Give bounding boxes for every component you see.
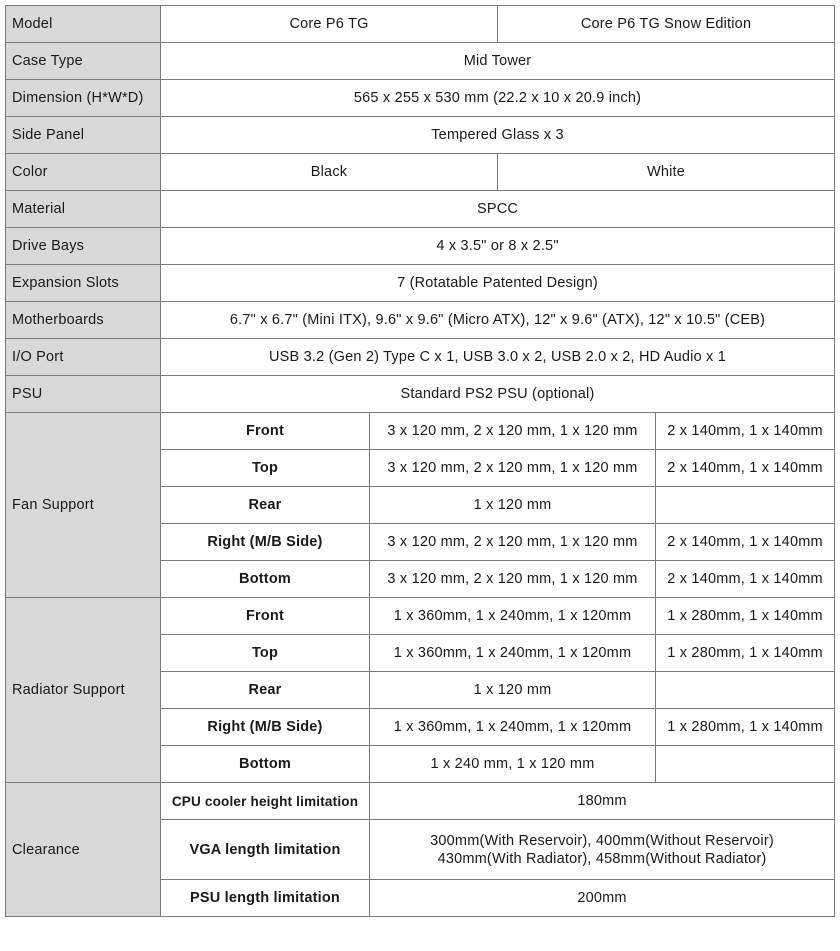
drive-bays-value: 4 x 3.5" or 8 x 2.5" <box>161 228 835 265</box>
label-io-port: I/O Port <box>6 339 161 376</box>
model-value-2: Core P6 TG Snow Edition <box>498 6 835 43</box>
rad-bottom-b <box>656 746 835 783</box>
rad-top-b: 1 x 280mm, 1 x 140mm <box>656 635 835 672</box>
label-expansion-slots: Expansion Slots <box>6 265 161 302</box>
clear-psu-value: 200mm <box>370 880 835 917</box>
fan-front-120: 3 x 120 mm, 2 x 120 mm, 1 x 120 mm <box>370 413 656 450</box>
clear-cpu-label: CPU cooler height limitation <box>161 783 370 820</box>
label-radiator-support: Radiator Support <box>6 598 161 783</box>
rad-right-b: 1 x 280mm, 1 x 140mm <box>656 709 835 746</box>
color-value-2: White <box>498 154 835 191</box>
fan-front-140: 2 x 140mm, 1 x 140mm <box>656 413 835 450</box>
row-material <box>6 191 835 228</box>
label-color: Color <box>6 154 161 191</box>
row-side-panel <box>6 117 835 154</box>
rad-rear-label: Rear <box>161 672 370 709</box>
case-type-value: Mid Tower <box>161 43 835 80</box>
label-fan-support: Fan Support <box>6 413 161 598</box>
clear-cpu-value: 180mm <box>370 783 835 820</box>
fan-rear-label: Rear <box>161 487 370 524</box>
fan-bottom-label: Bottom <box>161 561 370 598</box>
color-value-1: Black <box>161 154 498 191</box>
row-rad-front <box>6 598 835 635</box>
psu-value: Standard PS2 PSU (optional) <box>161 376 835 413</box>
fan-right-120: 3 x 120 mm, 2 x 120 mm, 1 x 120 mm <box>370 524 656 561</box>
rad-rear-a: 1 x 120 mm <box>370 672 656 709</box>
fan-bottom-120: 3 x 120 mm, 2 x 120 mm, 1 x 120 mm <box>370 561 656 598</box>
label-drive-bays: Drive Bays <box>6 228 161 265</box>
fan-top-140: 2 x 140mm, 1 x 140mm <box>656 450 835 487</box>
clear-psu-label: PSU length limitation <box>161 880 370 917</box>
row-dimension <box>6 80 835 117</box>
spec-table <box>5 5 835 917</box>
fan-front-label: Front <box>161 413 370 450</box>
rad-right-label: Right (M/B Side) <box>161 709 370 746</box>
rad-top-a: 1 x 360mm, 1 x 240mm, 1 x 120mm <box>370 635 656 672</box>
fan-right-label: Right (M/B Side) <box>161 524 370 561</box>
motherboards-value: 6.7" x 6.7" (Mini ITX), 9.6" x 9.6" (Micro ATX), 12" x 9.6" (ATX), 12" x 10.5" (CEB) <box>161 302 835 339</box>
row-io-port <box>6 339 835 376</box>
fan-right-140: 2 x 140mm, 1 x 140mm <box>656 524 835 561</box>
row-motherboards <box>6 302 835 339</box>
rad-rear-b <box>656 672 835 709</box>
label-side-panel: Side Panel <box>6 117 161 154</box>
label-case-type: Case Type <box>6 43 161 80</box>
io-port-value: USB 3.2 (Gen 2) Type C x 1, USB 3.0 x 2, USB 2.0 x 2, HD Audio x 1 <box>161 339 835 376</box>
rad-top-label: Top <box>161 635 370 672</box>
rad-bottom-label: Bottom <box>161 746 370 783</box>
dimension-value: 565 x 255 x 530 mm (22.2 x 10 x 20.9 inch) <box>161 80 835 117</box>
fan-rear-120: 1 x 120 mm <box>370 487 656 524</box>
label-model: Model <box>6 6 161 43</box>
row-psu <box>6 376 835 413</box>
clear-vga-line2: 430mm(With Radiator), 458mm(Without Radiator) <box>437 850 767 867</box>
row-case-type <box>6 43 835 80</box>
rad-front-label: Front <box>161 598 370 635</box>
fan-top-label: Top <box>161 450 370 487</box>
fan-top-120: 3 x 120 mm, 2 x 120 mm, 1 x 120 mm <box>370 450 656 487</box>
rad-bottom-a: 1 x 240 mm, 1 x 120 mm <box>370 746 656 783</box>
material-value: SPCC <box>161 191 835 228</box>
row-model <box>6 6 835 43</box>
label-clearance: Clearance <box>6 783 161 917</box>
fan-bottom-140: 2 x 140mm, 1 x 140mm <box>656 561 835 598</box>
model-value-1: Core P6 TG <box>161 6 498 43</box>
fan-rear-140 <box>656 487 835 524</box>
label-material: Material <box>6 191 161 228</box>
label-dimension: Dimension (H*W*D) <box>6 80 161 117</box>
clear-vga-value <box>370 820 835 880</box>
expansion-slots-value: 7 (Rotatable Patented Design) <box>161 265 835 302</box>
row-color <box>6 154 835 191</box>
row-expansion-slots <box>6 265 835 302</box>
clear-vga-label: VGA length limitation <box>161 820 370 880</box>
label-motherboards: Motherboards <box>6 302 161 339</box>
rad-front-b: 1 x 280mm, 1 x 140mm <box>656 598 835 635</box>
clear-vga-line1: 300mm(With Reservoir), 400mm(Without Reservoir) <box>430 832 774 849</box>
label-psu: PSU <box>6 376 161 413</box>
row-drive-bays <box>6 228 835 265</box>
row-clear-cpu <box>6 783 835 820</box>
rad-front-a: 1 x 360mm, 1 x 240mm, 1 x 120mm <box>370 598 656 635</box>
side-panel-value: Tempered Glass x 3 <box>161 117 835 154</box>
row-fan-front <box>6 413 835 450</box>
rad-right-a: 1 x 360mm, 1 x 240mm, 1 x 120mm <box>370 709 656 746</box>
